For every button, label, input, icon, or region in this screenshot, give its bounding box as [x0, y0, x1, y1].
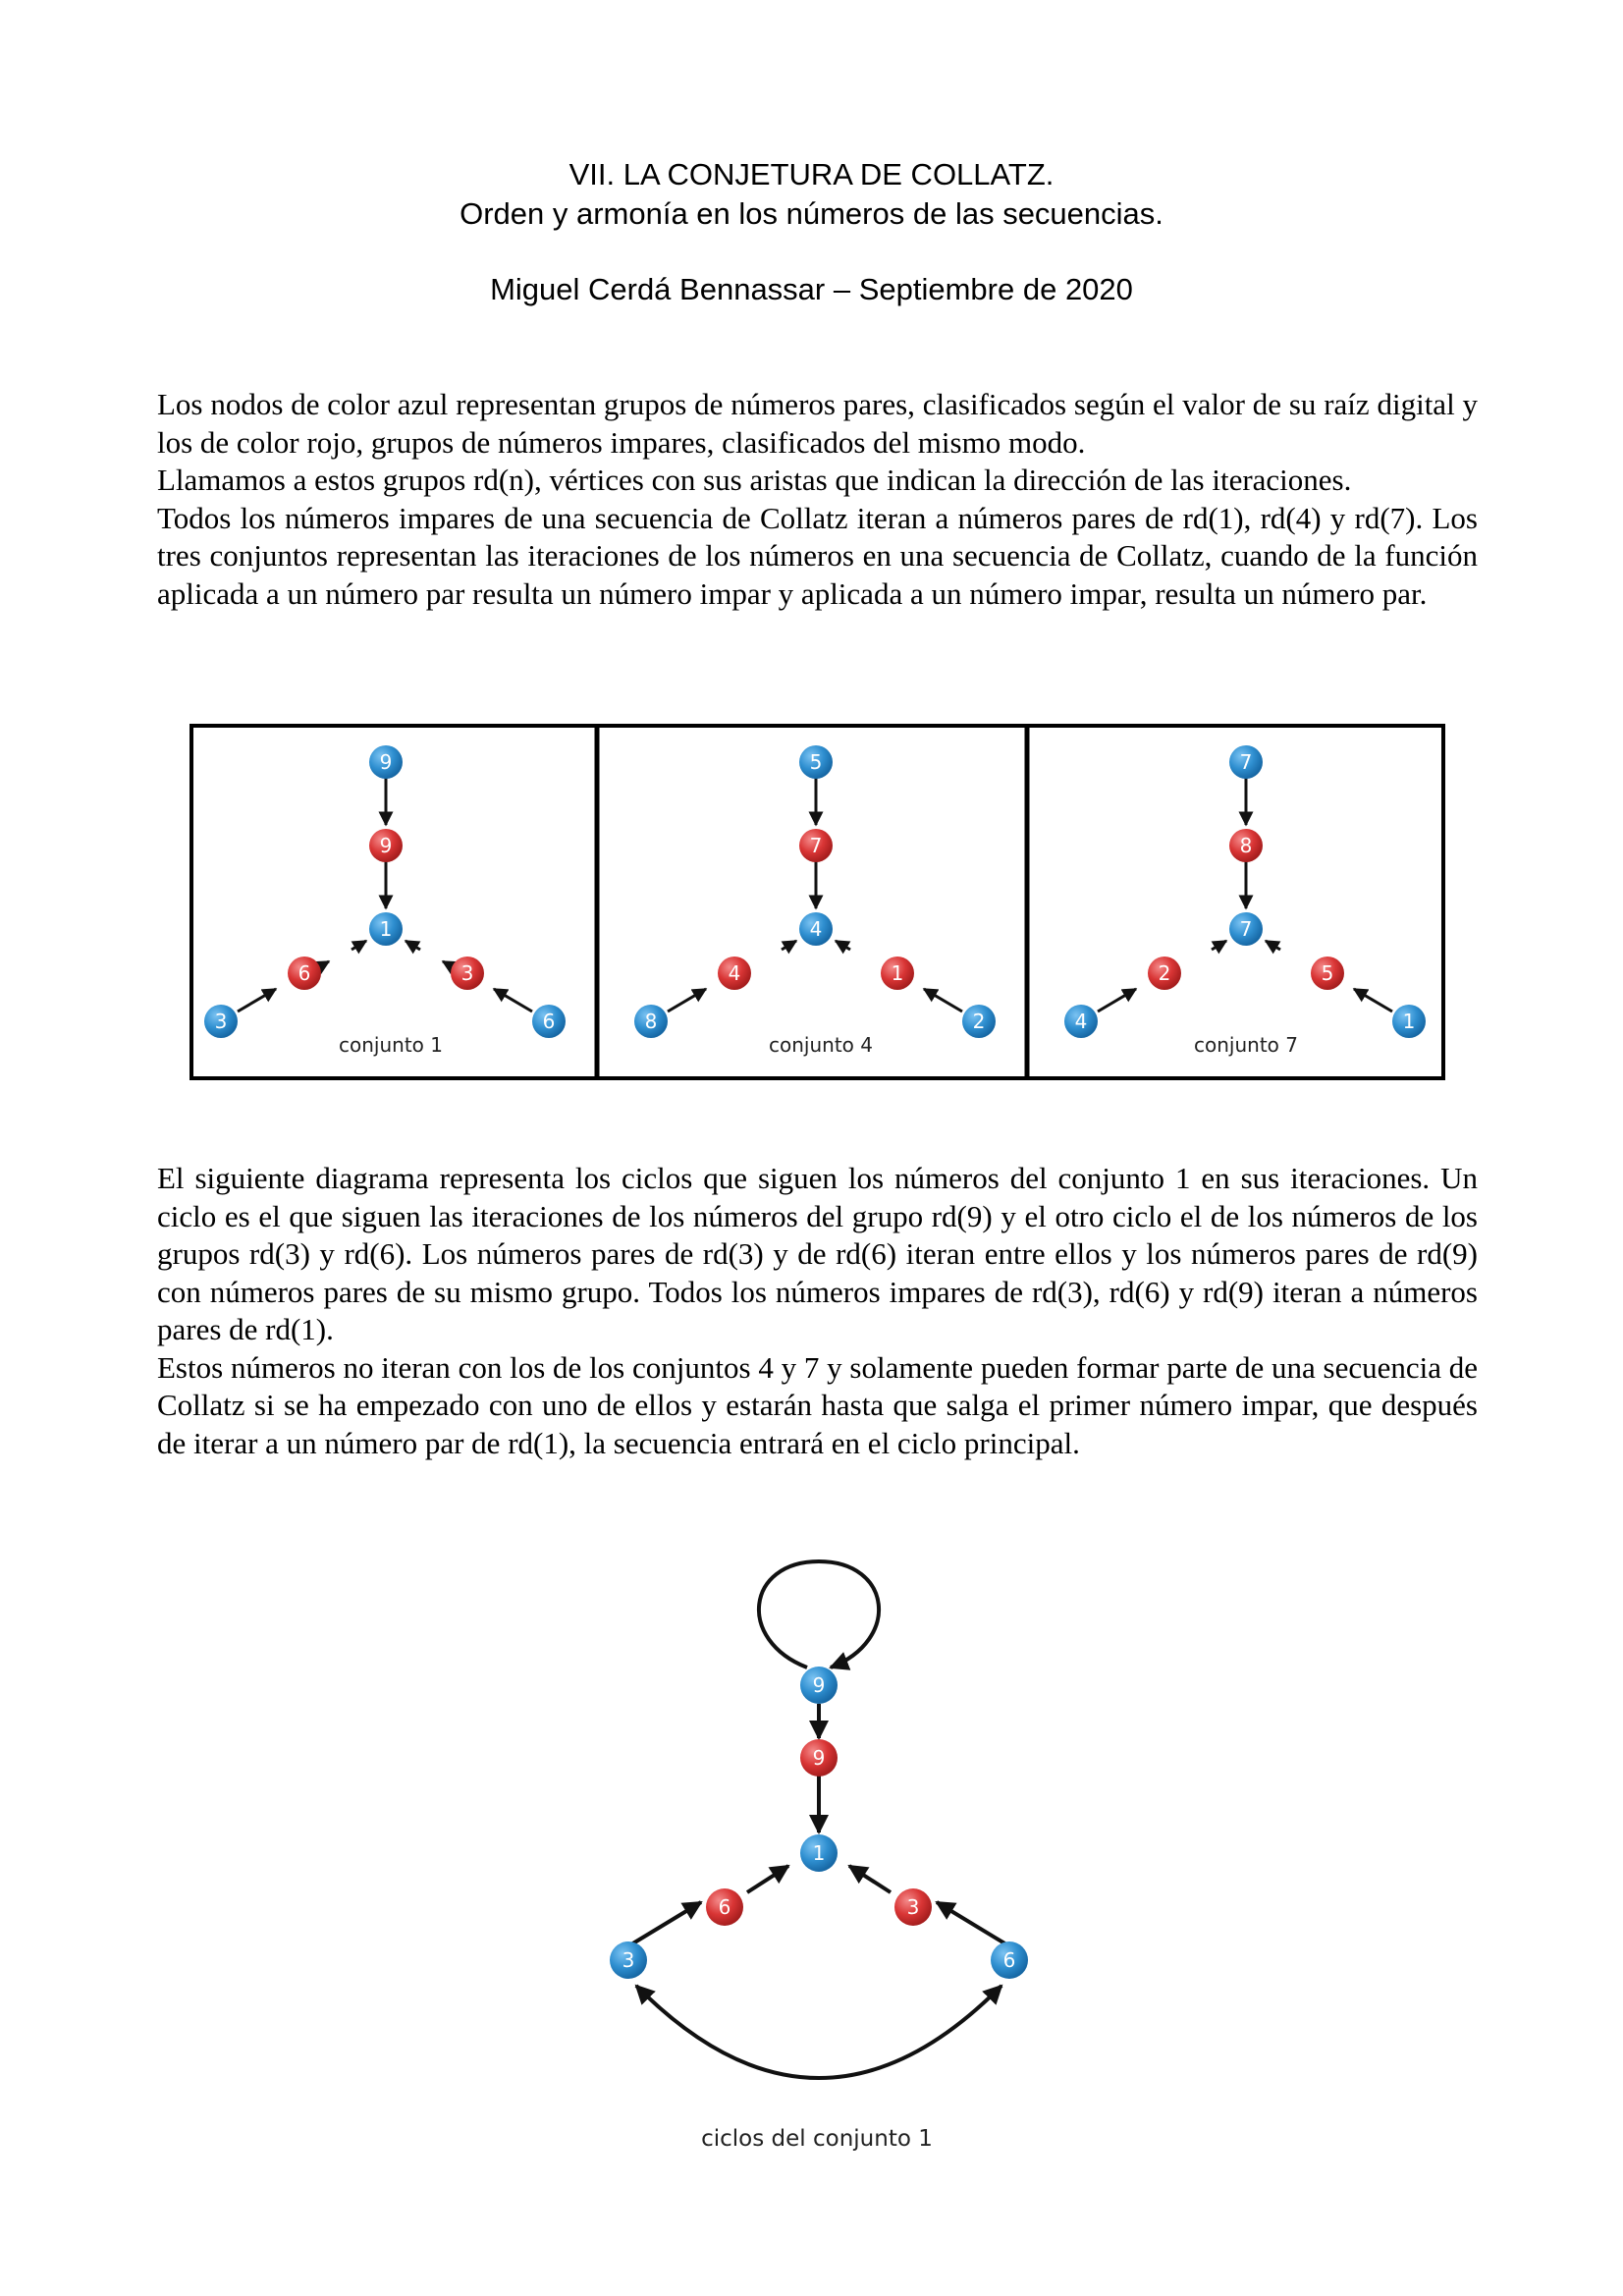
- two-way-edge: [636, 1986, 1001, 2078]
- panel-caption: conjunto 7: [1194, 1033, 1298, 1057]
- node-odd: [881, 957, 914, 990]
- svg-text:9: 9: [812, 1746, 826, 1770]
- intro-paragraph: [157, 386, 1478, 613]
- svg-text:9: 9: [379, 834, 393, 857]
- svg-text:6: 6: [1002, 1948, 1016, 1972]
- svg-text:7: 7: [1239, 750, 1253, 774]
- svg-text:4: 4: [1074, 1010, 1088, 1033]
- node-odd: [799, 829, 833, 862]
- node-even: [532, 1005, 566, 1038]
- node-even: [1392, 1005, 1426, 1038]
- panel-caption: conjunto 1: [339, 1033, 443, 1057]
- svg-text:6: 6: [298, 961, 311, 985]
- node-even: [800, 1667, 838, 1704]
- node-even: [991, 1941, 1028, 1979]
- node-odd: [288, 957, 321, 990]
- edge: [849, 1866, 891, 1892]
- svg-text:1: 1: [1402, 1010, 1416, 1033]
- intro-sentence-1: Los nodos de color azul representan grupos de números pares, clasificados según el valor de su raíz digital y los de color rojo, grupos de números impares, clasificados del mismo modo.: [157, 387, 1478, 460]
- node-even: [1064, 1005, 1098, 1038]
- svg-text:3: 3: [906, 1895, 920, 1919]
- svg-text:8: 8: [1239, 834, 1253, 857]
- cycles-figure-caption: ciclos del conjunto 1: [701, 2126, 933, 2152]
- document-title-line-1: VII. LA CONJETURA DE COLLATZ.: [568, 157, 1055, 191]
- cycles-sentence-2: Estos números no iteran con los de los conjuntos 4 y 7 y solamente pueden formar parte de una secuencia de Collatz si se ha empezado con uno de ellos y estarán hasta que salga el primer número impar, que después de iterar a un número par de rd(1), la secuencia entrará en el ciclo principal.: [157, 1349, 1478, 1460]
- svg-text:1: 1: [812, 1841, 826, 1865]
- edge: [747, 1866, 788, 1892]
- cycles-paragraph: [157, 1160, 1478, 1462]
- node-even: [610, 1941, 647, 1979]
- node-odd: [1311, 957, 1344, 990]
- node-odd: [800, 1739, 838, 1777]
- svg-text:2: 2: [972, 1010, 986, 1033]
- panel-caption: conjunto 4: [769, 1033, 873, 1057]
- node-even: [799, 912, 833, 946]
- svg-text:5: 5: [809, 750, 823, 774]
- svg-text:5: 5: [1321, 961, 1334, 985]
- svg-text:9: 9: [812, 1673, 826, 1697]
- node-odd: [369, 829, 403, 862]
- svg-text:1: 1: [891, 961, 904, 985]
- svg-text:2: 2: [1158, 961, 1171, 985]
- node-odd: [1229, 829, 1263, 862]
- node-even: [962, 1005, 996, 1038]
- svg-text:3: 3: [622, 1948, 635, 1972]
- intro-sentence-2: Llamamos a estos grupos rd(n), vértices con sus aristas que indican la dirección de las iteraciones.: [157, 463, 1352, 497]
- svg-text:7: 7: [809, 834, 823, 857]
- node-odd: [451, 957, 484, 990]
- node-odd: [718, 957, 751, 990]
- node-even: [799, 745, 833, 779]
- node-even: [204, 1005, 238, 1038]
- sets-figure: [189, 724, 1445, 1080]
- edge: [937, 1902, 1006, 1944]
- document-title-line-2: Orden y armonía en los números de las secuencias.: [460, 196, 1163, 231]
- svg-text:4: 4: [728, 961, 741, 985]
- svg-text:9: 9: [379, 750, 393, 774]
- node-even: [369, 912, 403, 946]
- node-odd: [1148, 957, 1181, 990]
- cycles-sentence-1: El siguiente diagrama representa los ciclos que siguen los números del conjunto 1 en sus iteraciones. Un ciclo es el que siguen las iteraciones de los números del grupo rd(9) y el otro ciclo el de los números de los grupos rd(3) y rd(6). Los números pares de rd(3) y de rd(6) iteran entre ellos y los números pares de rd(9) con números pares de su mismo grupo. Todos los números impares de rd(3), rd(6) y rd(9) iteran a números pares de rd(1).: [157, 1161, 1478, 1346]
- node-even: [1229, 912, 1263, 946]
- node-even: [1229, 745, 1263, 779]
- svg-text:6: 6: [718, 1895, 731, 1919]
- svg-text:6: 6: [542, 1010, 556, 1033]
- edge: [631, 1902, 701, 1944]
- node-even: [634, 1005, 668, 1038]
- node-odd: [706, 1888, 743, 1926]
- node-even: [369, 745, 403, 779]
- author-date-line: Miguel Cerdá Bennassar – Septiembre de 2020: [490, 272, 1133, 306]
- node-even: [800, 1834, 838, 1872]
- intro-sentence-3: Todos los números impares de una secuencia de Collatz iteran a números pares de rd(1), rd(4) y rd(7). Los tres conjuntos representan las iteraciones de los números en una secuencia de Collatz, cuando de la función aplicada a un número par resulta un número impar y aplicada a un número impar, resulta un número par.: [157, 500, 1478, 611]
- node-odd: [894, 1888, 932, 1926]
- svg-text:3: 3: [460, 961, 474, 985]
- self-loop-edge: [759, 1561, 879, 1667]
- cycles-figure: [589, 1542, 1060, 2170]
- svg-text:1: 1: [379, 917, 393, 941]
- svg-text:4: 4: [809, 917, 823, 941]
- svg-text:3: 3: [214, 1010, 228, 1033]
- svg-text:8: 8: [644, 1010, 658, 1033]
- svg-text:7: 7: [1239, 917, 1253, 941]
